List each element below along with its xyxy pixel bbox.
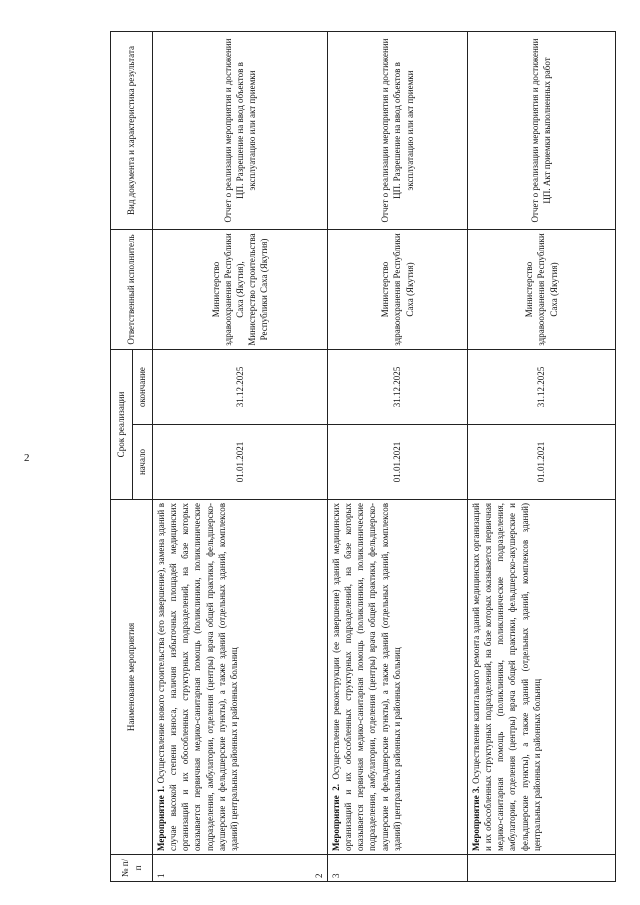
result-doc: Отчет о реализации мероприятия и достижении ЦП. Разрешение на ввод объектов в эксплуатацию или акт приемки bbox=[327, 32, 467, 230]
executor: Министерство здравоохранения Республики Саха (Якутия), Министерство строительства Республики Саха (Якутия) bbox=[153, 230, 328, 350]
executor: Министерство здравоохранения Республики Саха (Якутия) bbox=[327, 230, 467, 350]
activity-text: Осуществление реконструкции (ее завершение) зданий медицинских организаций и их обособленных структурных подразделений, на базе которых оказывается первичная медико-санитарная помощь (поликлиники, поликлинические подразделения, амбулатории, отделения (центры) врача общей практики, фельдшерско-акушерские и фельдшерские пункты), а также зданий (отдельных зданий, комплексов зданий) центральных районных и районных больниц bbox=[330, 503, 402, 851]
end-date: 31.12.2025 bbox=[467, 350, 615, 425]
page-number: 2 bbox=[24, 452, 30, 464]
activity-title: Мероприятие 3. bbox=[470, 786, 481, 851]
activity-text: Осуществление нового строительства (его завершение), замена зданий в случае высокой степени износа, наличия избыточных площадей медицинских организаций и их обособленных структурных подразделений, на базе которых оказывается первичная медико-санитарная помощь (поликлиники, поликлинические подразделения, амбулатории, отделения (центры) врача общей практики, фельдшерско-акушерские и фельдшерские пункты), а также зданий (отдельных зданий, комплексов зданий) центральных районных и районных больниц bbox=[156, 503, 239, 851]
activity-cell bbox=[153, 500, 328, 855]
row-number: 3 bbox=[327, 855, 467, 882]
row-number: 1 2 bbox=[153, 855, 328, 882]
header-num: № п/п bbox=[111, 855, 153, 882]
activity-cell bbox=[327, 500, 467, 855]
result-doc: Отчет о реализации мероприятия и достижении ЦП. Разрешение на ввод объектов в эксплуатацию или акт приемки bbox=[153, 32, 328, 230]
table-row bbox=[153, 32, 328, 882]
result-doc: Отчет о реализации мероприятия и достижении ЦП. Акт приемки выполненных работ bbox=[467, 32, 615, 230]
header-end: окончание bbox=[133, 350, 153, 425]
activity-cell bbox=[467, 500, 615, 855]
header-period: Срок реализации bbox=[111, 350, 133, 500]
activity-title: Мероприятие 1. bbox=[156, 785, 166, 851]
rotated-page bbox=[110, 32, 580, 882]
end-date: 31.12.2025 bbox=[153, 350, 328, 425]
row-number bbox=[467, 855, 615, 882]
start-date: 01.01.2021 bbox=[327, 425, 467, 500]
table-row bbox=[467, 32, 615, 882]
header-executor: Ответственный исполнитель bbox=[111, 230, 153, 350]
header-start: начало bbox=[133, 425, 153, 500]
activity-text: Осуществление капитального ремонта зданий медицинских организаций и их обособленных структурных подразделений, на базе которых оказывается первичная медико-санитарная помощь (поликлиники, поликлинические подразделения, амбулатории, отделения (центры) врача общей практики, фельдшерско-акушерские и фельдшерские пункты), а также зданий (отдельных зданий, комплексов зданий) центральных районных и районных больниц bbox=[470, 503, 542, 851]
executor: Министерство здравоохранения Республики Саха (Якутия) bbox=[467, 230, 615, 350]
end-date: 31.12.2025 bbox=[327, 350, 467, 425]
activity-title: Мероприятие 2. bbox=[330, 784, 341, 851]
start-date: 01.01.2021 bbox=[467, 425, 615, 500]
table-row bbox=[327, 32, 467, 882]
activities-table bbox=[110, 31, 616, 882]
start-date: 01.01.2021 bbox=[153, 425, 328, 500]
header-result: Вид документа и характеристика результата bbox=[111, 32, 153, 230]
header-name: Наименование мероприятия bbox=[111, 500, 153, 855]
